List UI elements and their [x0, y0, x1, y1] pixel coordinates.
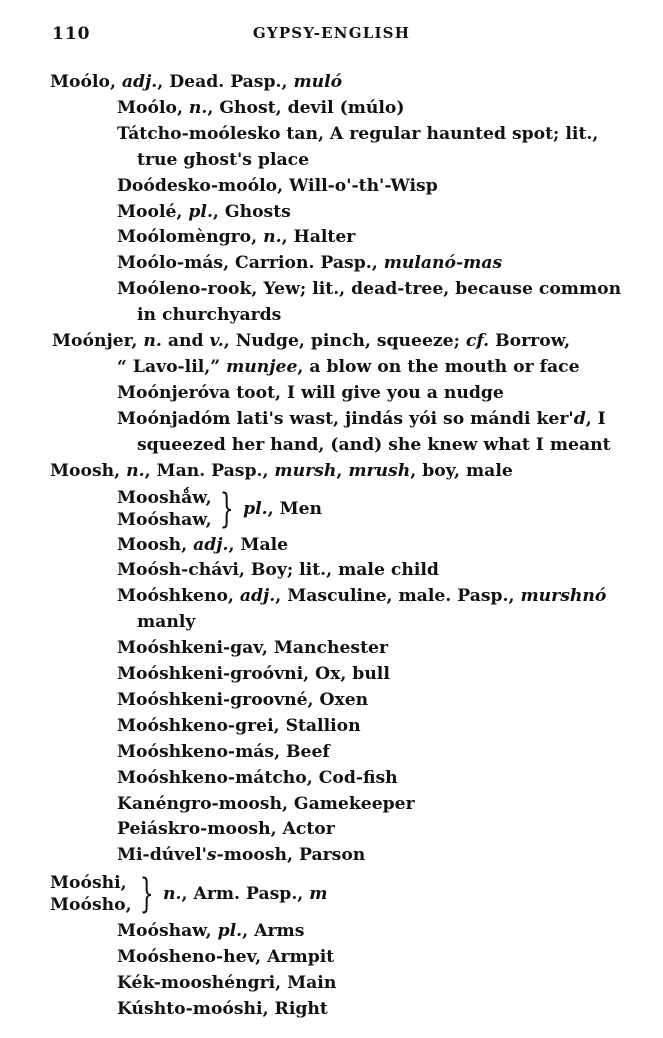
curly-brace-icon: }: [139, 871, 154, 918]
entry-moolomengro: Moólomèngro, n., Halter: [117, 227, 356, 248]
entry-mooshkeno-mas: Moóshkeno-más, Beef: [117, 741, 330, 762]
entry-mooshkeno: Moóshkeno, adj., Masculine, male. Pasp., murshnó: [117, 586, 607, 607]
entry-moosh-chavi: Moósh-chávi, Boy; lit., male child: [117, 560, 439, 581]
entry-doodesko-moolo: Doódesko-moólo, Will-o'-th'-Wisp: [117, 175, 438, 196]
entry-moolo-adj: Moólo, adj., Dead. Pasp., muló: [50, 72, 343, 92]
entry-mooshkeno-matcho: Moóshkeno-mátcho, Cod-fish: [117, 767, 398, 788]
entry-mooshkeno-cont: manly: [137, 612, 196, 633]
entry-tatcho-moolesko-cont: true ghost's place: [137, 149, 310, 170]
entry-moonjer: Moónjer, n. and v., Nudge, pinch, squeeze; cf. Borrow,: [52, 331, 571, 352]
entry-mooleno-rook-cont: in churchyards: [137, 305, 282, 326]
entry-moonjer-cont: “ Lavo-lil,” munjee, a blow on the mouth or face: [117, 356, 580, 377]
entry-mooshkeni-groovni: Moóshkeni-groóvni, Ox, bull: [117, 664, 390, 685]
entry-list: [0, 70, 663, 1023]
entry-moonjadom: Moónjadóm lati's wast, jindás yói so mándi ker'd, I: [117, 408, 606, 429]
entry-mooshi-arm: [0, 869, 663, 919]
entry-mooshkeni-groovne: Moóshkeni-groovné, Oxen: [117, 689, 369, 710]
entry-moolo-mas: Moólo-más, Carrion. Pasp., mulanó-mas: [117, 253, 503, 274]
brace-word-mooshi: Moóshi,: [50, 873, 127, 894]
entry-moonjadom-cont: squeezed her hand, (and) she knew what I meant: [137, 434, 611, 455]
running-title: GYPSY-ENGLISH: [252, 24, 411, 42]
page-number: 110: [52, 24, 91, 44]
entry-peiaskro-moosh: Peiáskro-moosh, Actor: [117, 819, 335, 840]
entry-moonjerova-toot: Moónjeróva toot, I will give you a nudge: [117, 382, 504, 403]
brace-word-mooshaw-alt: Moóshaw,: [117, 509, 212, 530]
entry-moosh-noun: Moosh, n., Man. Pasp., mursh, mrush, boy, male: [50, 460, 513, 481]
entry-mooshaw-plural: [0, 485, 663, 533]
entry-mooleno-rook: Moóleno-rook, Yew; lit., dead-tree, because common: [117, 279, 622, 300]
entry-kushto-mooshi: Kúshto-moóshi, Right: [117, 999, 328, 1019]
entry-mooshkeno-grei: Moóshkeno-grei, Stallion: [117, 715, 361, 736]
entry-kanengro-moosh: Kanéngro-moosh, Gamekeeper: [117, 793, 415, 814]
entry-tatcho-moolesko: Tátcho-moólesko tan, A regular haunted spot; lit.,: [117, 123, 599, 144]
brace-definition: pl., Men: [243, 498, 323, 519]
brace-word-moosho: Moósho,: [50, 895, 132, 916]
curly-brace-icon: }: [219, 485, 234, 532]
brace-definition: n., Arm. Pasp., m: [163, 884, 328, 905]
page-header: [0, 24, 663, 48]
brace-word-mooshaw: Mooshǻw,: [117, 487, 212, 508]
entry-moosh-adj: Moosh, adj., Male: [117, 534, 289, 555]
entry-moolo-noun: Moólo, n., Ghost, devil (múlo): [117, 97, 405, 118]
entry-moosheno-hev: Moósheno-hev, Armpit: [117, 947, 335, 968]
entry-mi-duvels-moosh: Mi-dúvel's-moosh, Parson: [117, 845, 366, 866]
entry-moole: Moolé, pl., Ghosts: [117, 201, 291, 222]
entry-kek-mooshengri: Kék-mooshéngri, Main: [117, 973, 337, 994]
entry-mooshkeni-gav: Moóshkeni-gav, Manchester: [117, 638, 388, 659]
entry-mooshaw-arms: Moóshaw, pl., Arms: [117, 921, 305, 942]
